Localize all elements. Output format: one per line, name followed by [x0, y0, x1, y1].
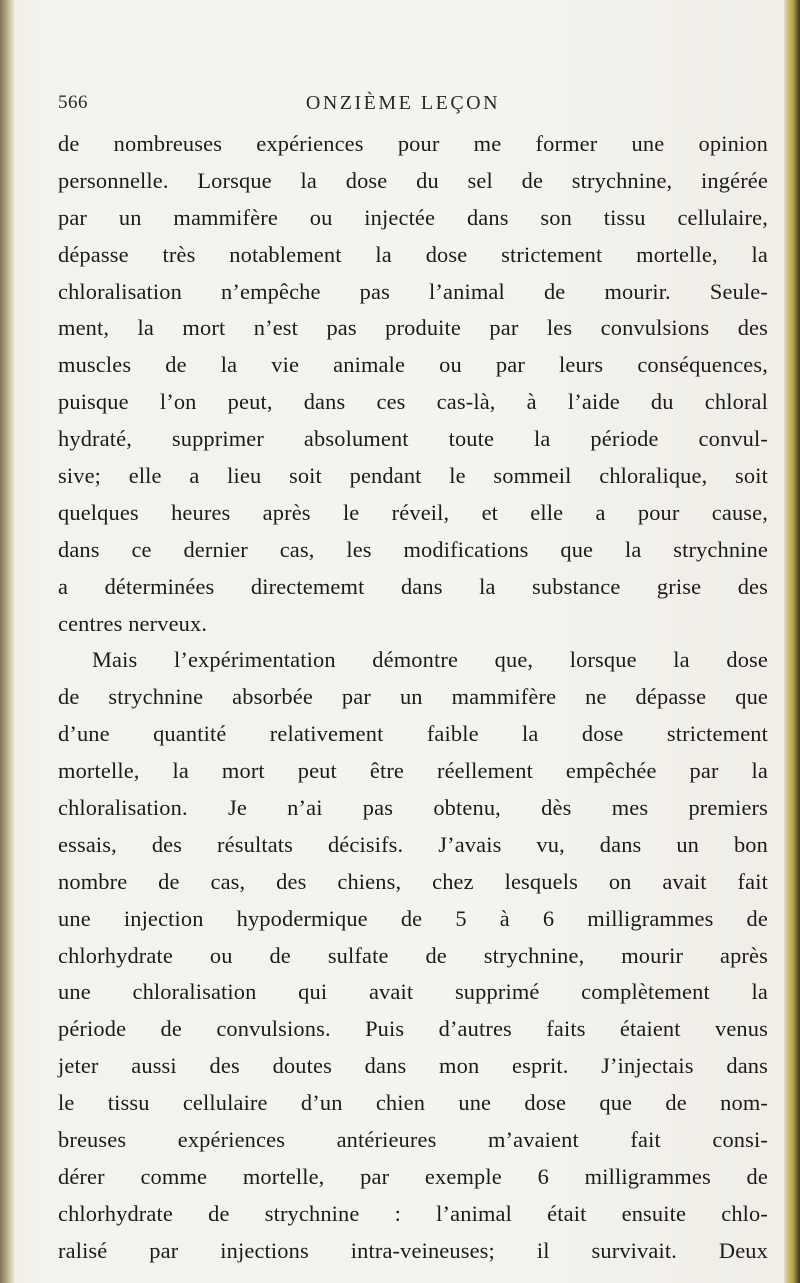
text-line: hydraté, supprimer absolument toute la période convul- [58, 426, 768, 452]
text-line: d’une quantité relativement faible la dose strictement [58, 721, 768, 747]
page-binding-shadow [0, 0, 14, 1283]
text-line: Mais l’expérimentation démontre que, lorsque la dose [92, 647, 768, 673]
text-line: essais, des résultats décisifs. J’avais vu, dans un bon [58, 831, 768, 857]
text-line: une chloralisation qui avait supprimé complètement la [58, 979, 768, 1005]
text-line: breuses expériences antérieures m’avaient fait consi- [58, 1127, 768, 1153]
text-line: dépasse très notablement la dose strictement mortelle, la [58, 241, 768, 267]
running-title: ONZIÈME LEÇON [305, 92, 501, 114]
text-line: période de convulsions. Puis d’autres faits étaient venus [58, 1016, 768, 1042]
text-line: chlorhydrate ou de sulfate de strychnine, mourir après [58, 942, 768, 968]
text-line: chloralisation n’empêche pas l’animal de mourir. Seule- [58, 278, 768, 304]
page-edge [784, 0, 800, 1283]
text-line: de strychnine absorbée par un mammifère ne dépasse que [58, 684, 768, 710]
text-line: par un mammifère ou injectée dans son tissu cellulaire, [58, 204, 768, 230]
text-line: sive; elle a lieu soit pendant le sommeil chloralique, soit [58, 463, 768, 489]
text-line: jeter aussi des doutes dans mon esprit. J’injectais dans [58, 1053, 768, 1079]
body-text [58, 126, 768, 1270]
text-line: dans ce dernier cas, les modifications que la strychnine [58, 536, 768, 562]
page-number: 566 [58, 92, 88, 113]
text-line: nombre de cas, des chiens, chez lesquels on avait fait [58, 868, 768, 894]
text-line: de nombreuses expériences pour me former une opinion [58, 131, 768, 156]
text-line: a déterminées directememt dans la substance grise des [58, 573, 768, 599]
text-line: ralisé par injections intra-veineuses; il survivait. Deux [58, 1237, 768, 1263]
text-line: muscles de la vie animale ou par leurs conséquences, [58, 352, 768, 378]
text-line: dérer comme mortelle, par exemple 6 milligrammes de [58, 1163, 768, 1189]
text-line: le tissu cellulaire d’un chien une dose que de nom- [58, 1090, 768, 1116]
text-line: ment, la mort n’est pas produite par les convulsions des [58, 315, 768, 341]
text-line: centres nerveux. [58, 610, 208, 636]
text-line: quelques heures après le réveil, et elle a pour cause, [58, 499, 768, 525]
text-line: chlorhydrate de strychnine : l’animal était ensuite chlo- [58, 1200, 768, 1226]
running-head [58, 92, 748, 122]
text-line: personnelle. Lorsque la dose du sel de strychnine, ingérée [58, 167, 768, 193]
text-line: chloralisation. Je n’ai pas obtenu, dès mes premiers [58, 795, 768, 821]
text-line: une injection hypodermique de 5 à 6 milligrammes de [58, 905, 768, 931]
text-line: mortelle, la mort peut être réellement empêchée par la [58, 758, 768, 784]
text-line: puisque l’on peut, dans ces cas-là, à l’aide du chloral [58, 389, 768, 415]
